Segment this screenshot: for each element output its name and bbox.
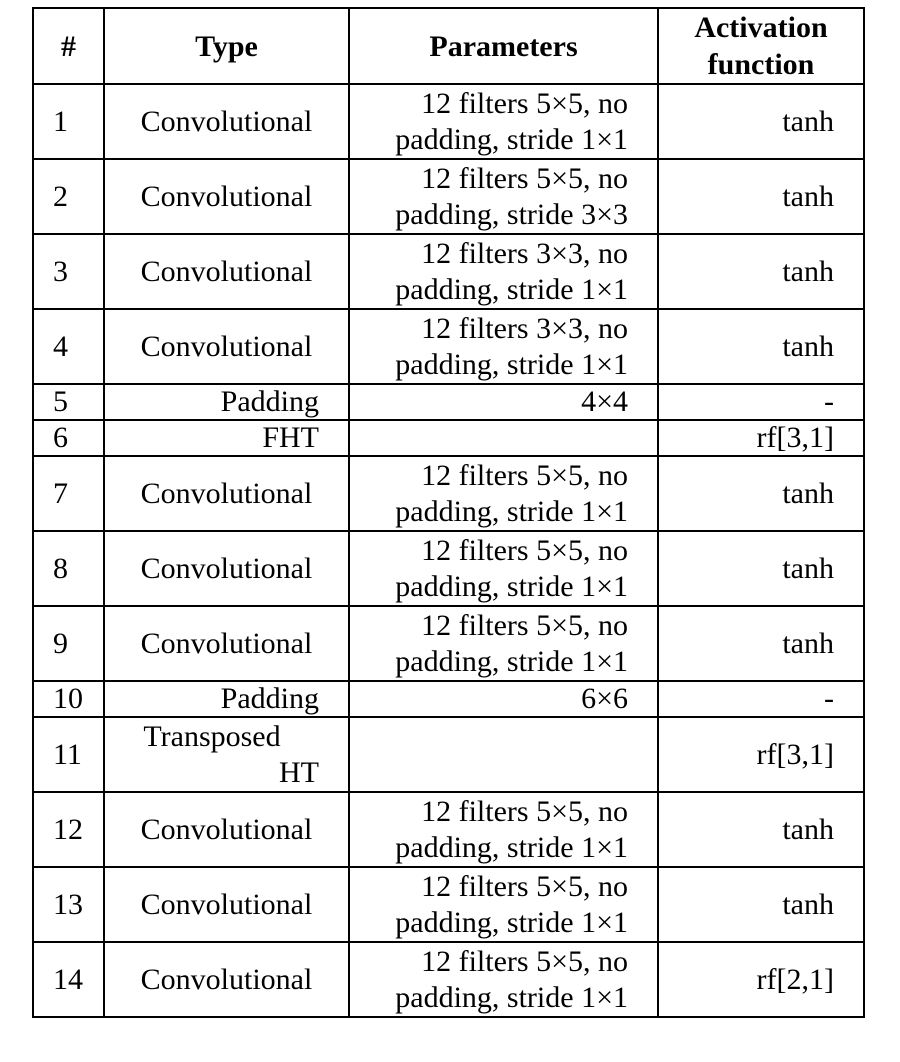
cell-layer-parameters (349, 84, 658, 159)
cell-layer-type: Padding (104, 681, 349, 717)
cell-layer-number: 8 (33, 531, 104, 606)
cell-layer-parameters (349, 867, 658, 942)
cell-layer-number: 10 (33, 681, 104, 717)
parameter-line: padding, stride 3×3 (395, 197, 628, 231)
cell-layer-parameters (349, 942, 658, 1017)
cell-layer-parameters (349, 420, 658, 456)
cell-layer-parameters (349, 309, 658, 384)
table-row (33, 867, 864, 942)
cell-layer-number: 4 (33, 309, 104, 384)
cell-layer-parameters (349, 159, 658, 234)
parameter-line: padding, stride 1×1 (395, 644, 628, 678)
parameter-line: 12 filters 5×5, no (421, 161, 628, 195)
table-row (33, 84, 864, 159)
table-row (33, 159, 864, 234)
cell-layer-parameters (349, 384, 658, 420)
cell-layer-number: 14 (33, 942, 104, 1017)
cell-activation-function: tanh (658, 531, 864, 606)
cell-layer-type (104, 717, 349, 792)
layer-table (32, 7, 865, 1018)
cell-activation-function: tanh (658, 606, 864, 681)
header-activation-line1: Activation (694, 11, 828, 44)
parameter-line: 12 filters 5×5, no (421, 86, 628, 120)
cell-layer-parameters (349, 531, 658, 606)
cell-layer-type: Convolutional (104, 867, 349, 942)
parameter-line: padding, stride 1×1 (395, 347, 628, 381)
parameter-line: 12 filters 5×5, no (421, 944, 628, 978)
layer-table-container (32, 7, 865, 1018)
cell-activation-function: rf[3,1] (658, 717, 864, 792)
parameter-line: padding, stride 1×1 (395, 569, 628, 603)
cell-layer-number: 5 (33, 384, 104, 420)
cell-activation-function: tanh (658, 456, 864, 531)
cell-layer-number: 3 (33, 234, 104, 309)
parameter-line: padding, stride 1×1 (395, 272, 628, 306)
cell-layer-type: Convolutional (104, 531, 349, 606)
layer-type-line: HT (279, 755, 319, 789)
cell-layer-number: 13 (33, 867, 104, 942)
cell-layer-type: Padding (104, 384, 349, 420)
parameter-line: 4×4 (581, 385, 628, 418)
cell-layer-number: 1 (33, 84, 104, 159)
header-activation-function (658, 8, 864, 84)
table-row (33, 420, 864, 456)
cell-layer-type: FHT (104, 420, 349, 456)
cell-layer-type: Convolutional (104, 456, 349, 531)
cell-activation-function: tanh (658, 792, 864, 867)
cell-layer-number: 2 (33, 159, 104, 234)
cell-layer-type: Convolutional (104, 942, 349, 1017)
table-row (33, 384, 864, 420)
cell-layer-number: 7 (33, 456, 104, 531)
cell-layer-parameters (349, 792, 658, 867)
cell-activation-function: tanh (658, 159, 864, 234)
cell-layer-parameters (349, 717, 658, 792)
parameter-line: padding, stride 1×1 (395, 122, 628, 156)
cell-layer-number: 6 (33, 420, 104, 456)
table-row (33, 456, 864, 531)
header-type: Type (104, 8, 349, 84)
parameter-line: padding, stride 1×1 (395, 980, 628, 1014)
cell-layer-number: 12 (33, 792, 104, 867)
parameter-line: 12 filters 5×5, no (421, 458, 628, 492)
parameter-line: 12 filters 3×3, no (421, 311, 628, 345)
cell-activation-function: tanh (658, 867, 864, 942)
cell-activation-function: rf[3,1] (658, 420, 864, 456)
table-row (33, 792, 864, 867)
cell-layer-type: Convolutional (104, 792, 349, 867)
cell-activation-function: tanh (658, 84, 864, 159)
cell-layer-parameters (349, 681, 658, 717)
cell-layer-number: 11 (33, 717, 104, 792)
cell-layer-number: 9 (33, 606, 104, 681)
cell-layer-parameters (349, 606, 658, 681)
cell-layer-parameters (349, 234, 658, 309)
table-body (33, 84, 864, 1017)
parameter-line: padding, stride 1×1 (395, 494, 628, 528)
table-row (33, 681, 864, 717)
cell-activation-function: rf[2,1] (658, 942, 864, 1017)
header-parameters: Parameters (349, 8, 658, 84)
cell-layer-type: Convolutional (104, 84, 349, 159)
parameter-line: 12 filters 5×5, no (421, 608, 628, 642)
cell-activation-function: - (658, 681, 864, 717)
layer-type-line: Transposed (143, 719, 281, 753)
cell-layer-type: Convolutional (104, 234, 349, 309)
table-row (33, 531, 864, 606)
parameter-line: 6×6 (581, 682, 628, 715)
table-row (33, 309, 864, 384)
table-row (33, 942, 864, 1017)
table-row (33, 606, 864, 681)
table-row (33, 717, 864, 792)
parameter-line: 12 filters 5×5, no (421, 869, 628, 903)
header-number: # (33, 8, 104, 84)
cell-activation-function: - (658, 384, 864, 420)
parameter-line: 12 filters 5×5, no (421, 794, 628, 828)
table-row (33, 234, 864, 309)
cell-activation-function: tanh (658, 309, 864, 384)
cell-layer-type: Convolutional (104, 159, 349, 234)
parameter-line: padding, stride 1×1 (395, 830, 628, 864)
cell-layer-parameters (349, 456, 658, 531)
cell-activation-function: tanh (658, 234, 864, 309)
parameter-line: 12 filters 3×3, no (421, 236, 628, 270)
parameter-line: 12 filters 5×5, no (421, 533, 628, 567)
header-activation-line2: function (707, 48, 815, 81)
cell-layer-type: Convolutional (104, 606, 349, 681)
cell-layer-type: Convolutional (104, 309, 349, 384)
parameter-line: padding, stride 1×1 (395, 905, 628, 939)
table-header-row (33, 8, 864, 84)
